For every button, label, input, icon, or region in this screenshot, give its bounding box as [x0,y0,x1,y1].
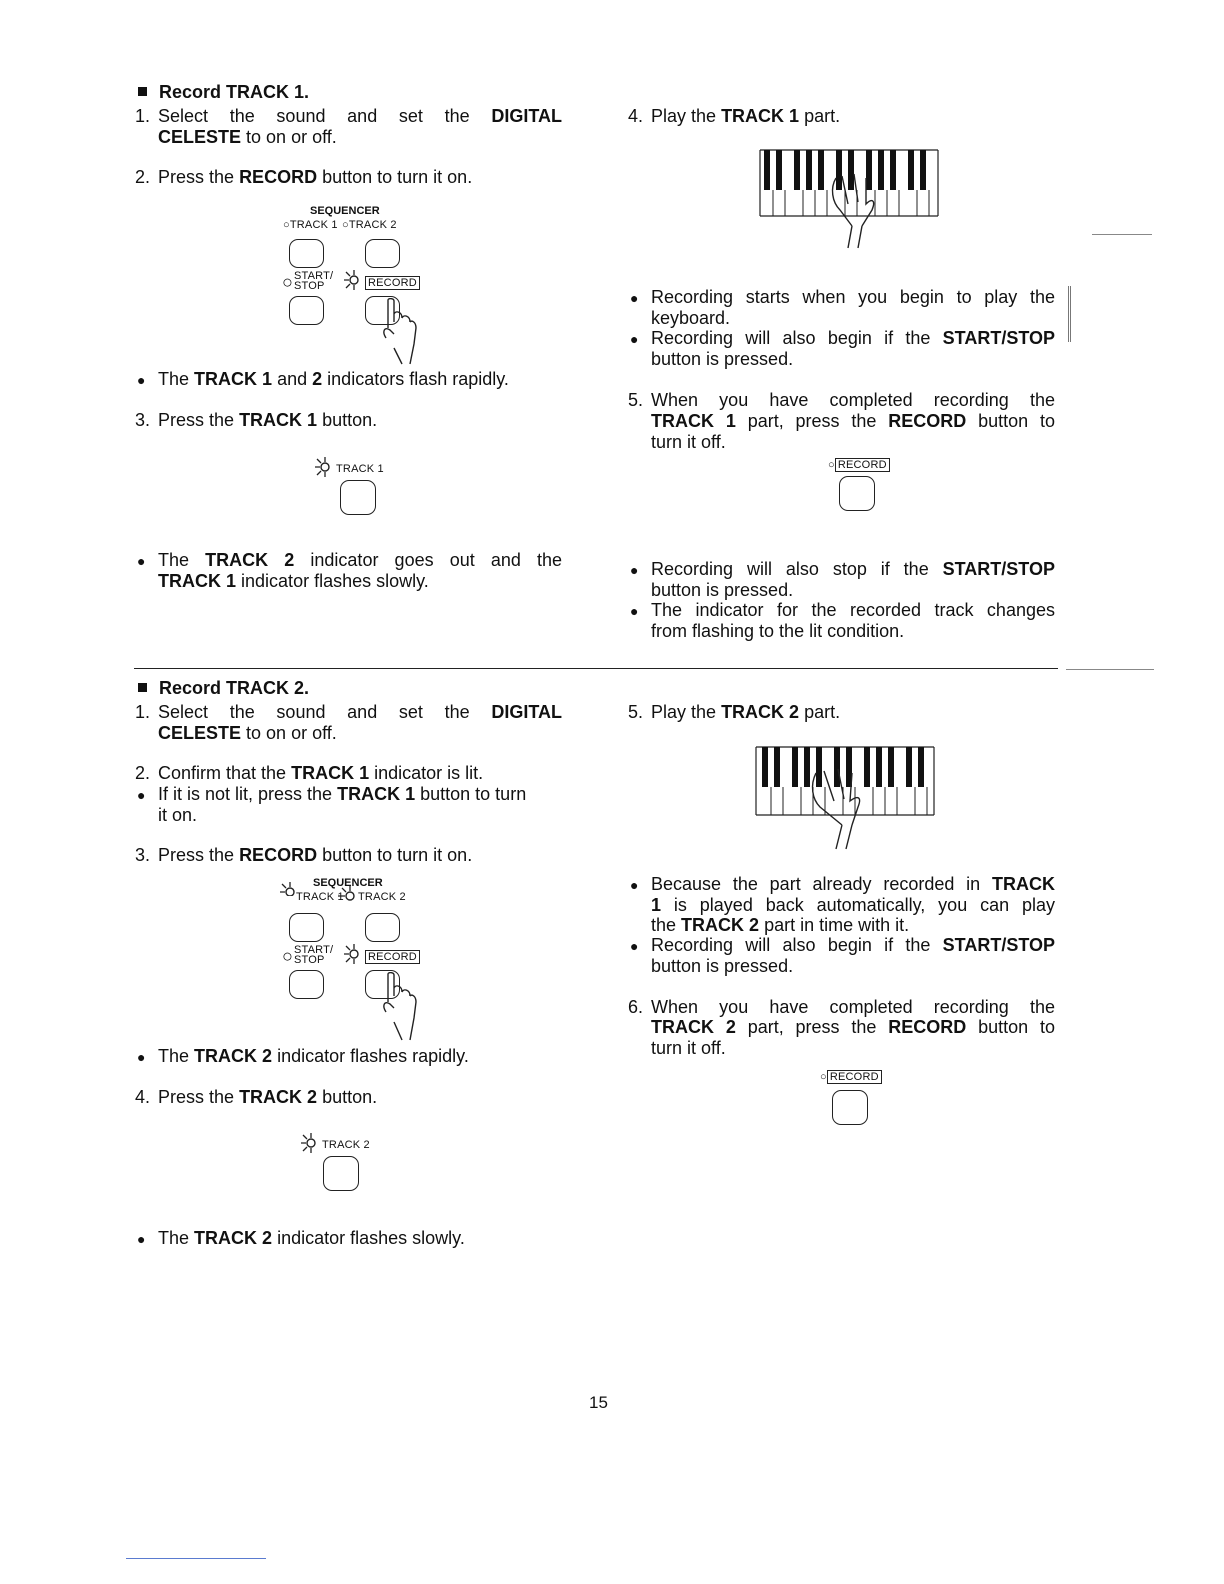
s1-step5-line3: turn it off. [651,432,726,452]
black-square-icon [138,683,147,692]
s2-step5-text: Play the TRACK 2 part. [651,702,841,722]
panel-sequencer-label: SEQUENCER [310,205,380,217]
s1-right-bullet3-line1: Recording will also stop if the START/STOP [651,559,1055,579]
bullet-dot-icon: ● [630,938,639,954]
bullet-dot-icon: ● [137,1049,146,1065]
led-circle-icon: ○ [283,219,290,231]
bullet-dot-icon: ● [137,787,146,803]
sequencer-panel-diagram-2 [270,872,470,1044]
track1-label: TRACK 1 [336,463,384,475]
record-button-diagram [822,456,902,526]
s1-right-bullet1-line1: Recording starts when you begin to play the [651,287,1055,307]
track1-button[interactable] [340,480,376,515]
s1-right-bullet2-line1: Recording will also begin if the START/STOP [651,328,1055,348]
track1-button[interactable] [289,913,324,942]
record-label: ○ RECORD [820,1071,882,1083]
s1-step3-text: Press the TRACK 1 button. [158,410,378,430]
s2-step5-num: 5. [628,702,644,722]
scan-mark [1068,286,1079,342]
bullet-dot-icon: ● [630,562,639,578]
s2-step6-line1: When you have completed recording the [651,997,1055,1017]
page-number: 15 [589,1393,608,1412]
s1-left-bullet2-line2: TRACK 1 indicator flashes slowly. [158,571,429,591]
s2-step3-num: 3. [135,845,151,865]
s2-left-bullet1-line1: If it is not lit, press the TRACK 1 button to turn [158,784,527,804]
s2-right-bullet1-line1: Because the part already recorded in TRACK [651,874,1055,894]
panel-track2-label: TRACK 2 [358,891,406,903]
led-circle-icon: ○ [282,946,294,966]
panel-track2-label: ○TRACK 2 [342,219,397,231]
s1-step4-text: Play the TRACK 1 part. [651,106,841,126]
s1-step5-line2: TRACK 1 part, press the RECORD button to [651,411,1055,431]
s1-step3-num: 3. [135,410,151,430]
scan-mark [126,1558,266,1559]
flash-rays-icon [336,880,360,902]
piano-keyboard-icon [758,148,942,258]
record-button-diagram [814,1068,894,1138]
s1-right-bullet4-line1: The indicator for the recorded track changes [651,600,1055,620]
s1-step5-line1: When you have completed recording the [651,390,1055,410]
piano-keyboard-icon [754,745,938,855]
s2-step6-line2: TRACK 2 part, press the RECORD button to [651,1017,1055,1037]
s2-step2-num: 2. [135,763,151,783]
bullet-dot-icon: ● [137,1231,146,1247]
s1-left-bullet1: The TRACK 1 and 2 indicators flash rapidly. [158,369,509,389]
bullet-dot-icon: ● [630,603,639,619]
section1-heading: Record TRACK 1. [138,82,309,103]
s2-step6-num: 6. [628,997,644,1017]
s2-left-bullet2: The TRACK 2 indicator flashes rapidly. [158,1046,469,1066]
sequencer-panel-diagram [270,198,470,368]
s1-step2-num: 2. [135,167,151,187]
s2-step1-line1: Select the sound and set the DIGITAL [158,702,562,722]
s1-step1-line2: CELESTE to on or off. [158,127,337,147]
section-divider [134,668,1058,669]
panel-start-stop-label: START/ STOP [294,944,334,966]
panel-record-label: RECORD [365,277,420,289]
s2-step6-line3: turn it off. [651,1038,726,1058]
s2-step3-text: Press the RECORD button to turn it on. [158,845,473,865]
s1-step4-num: 4. [628,106,644,126]
record-button[interactable] [832,1090,868,1125]
led-circle-icon: ○ [820,1071,827,1083]
flash-rays-icon [313,455,337,479]
start-stop-button[interactable] [289,970,324,999]
pointing-hand-icon [380,298,420,366]
s2-right-bullet1-line3: the TRACK 2 part in time with it. [651,915,910,935]
flash-rays-icon [274,872,298,896]
track2-button[interactable] [365,239,400,268]
s2-step1-num: 1. [135,702,151,722]
s2-left-bullet3: The TRACK 2 indicator flashes slowly. [158,1228,465,1248]
track2-button-diagram [296,1128,396,1198]
s2-left-bullet1-line2: it on. [158,805,198,825]
start-stop-button[interactable] [289,296,324,325]
led-circle-icon: ○ [342,219,349,231]
bullet-dot-icon: ● [137,372,146,388]
bullet-dot-icon: ● [630,290,639,306]
section2-heading: Record TRACK 2. [138,678,309,699]
flash-rays-icon [342,942,366,966]
flash-rays-icon [342,268,366,292]
s2-right-bullet2-line1: Recording will also begin if the START/STOP [651,935,1055,955]
track2-button[interactable] [323,1156,359,1191]
s1-step2-text: Press the RECORD button to turn it on. [158,167,473,187]
s1-step5-num: 5. [628,390,644,410]
panel-track1-label: TRACK 1 [296,891,344,903]
record-label: ○ RECORD [828,459,890,471]
black-square-icon [138,87,147,96]
s1-right-bullet2-line2: button is pressed. [651,349,794,369]
s2-step4-text: Press the TRACK 2 button. [158,1087,378,1107]
s2-right-bullet1-line2: 1 is played back automatically, you can play [651,895,1055,915]
s1-step1-num: 1. [135,106,151,126]
s2-step2-text: Confirm that the TRACK 1 indicator is lit. [158,763,484,783]
pointing-hand-icon [380,972,420,1042]
scan-mark [1066,669,1154,670]
s1-step1-line1: Select the sound and set the DIGITAL [158,106,562,126]
s1-right-bullet1-line2: keyboard. [651,308,731,328]
led-circle-icon: ○ [282,272,294,292]
track1-button[interactable] [289,239,324,268]
track2-button[interactable] [365,913,400,942]
s1-right-bullet4-line2: from flashing to the lit condition. [651,621,905,641]
record-button[interactable] [839,476,875,511]
panel-sequencer-label: SEQUENCER [313,877,383,889]
track2-label: TRACK 2 [322,1139,370,1151]
panel-start-stop-label: START/ STOP [294,270,334,292]
s2-right-bullet2-line2: button is pressed. [651,956,794,976]
scan-mark [1092,234,1152,235]
led-circle-icon: ○ [828,459,835,471]
bullet-dot-icon: ● [137,553,146,569]
flash-rays-icon [299,1131,323,1155]
panel-record-label: RECORD [365,951,420,963]
s2-step4-num: 4. [135,1087,151,1107]
track1-button-diagram [310,452,410,522]
s1-left-bullet2-line1: The TRACK 2 indicator goes out and the [158,550,562,570]
bullet-dot-icon: ● [630,877,639,893]
s1-right-bullet3-line2: button is pressed. [651,580,794,600]
s2-step1-line2: CELESTE to on or off. [158,723,337,743]
bullet-dot-icon: ● [630,331,639,347]
panel-track1-label: ○TRACK 1 [283,219,338,231]
